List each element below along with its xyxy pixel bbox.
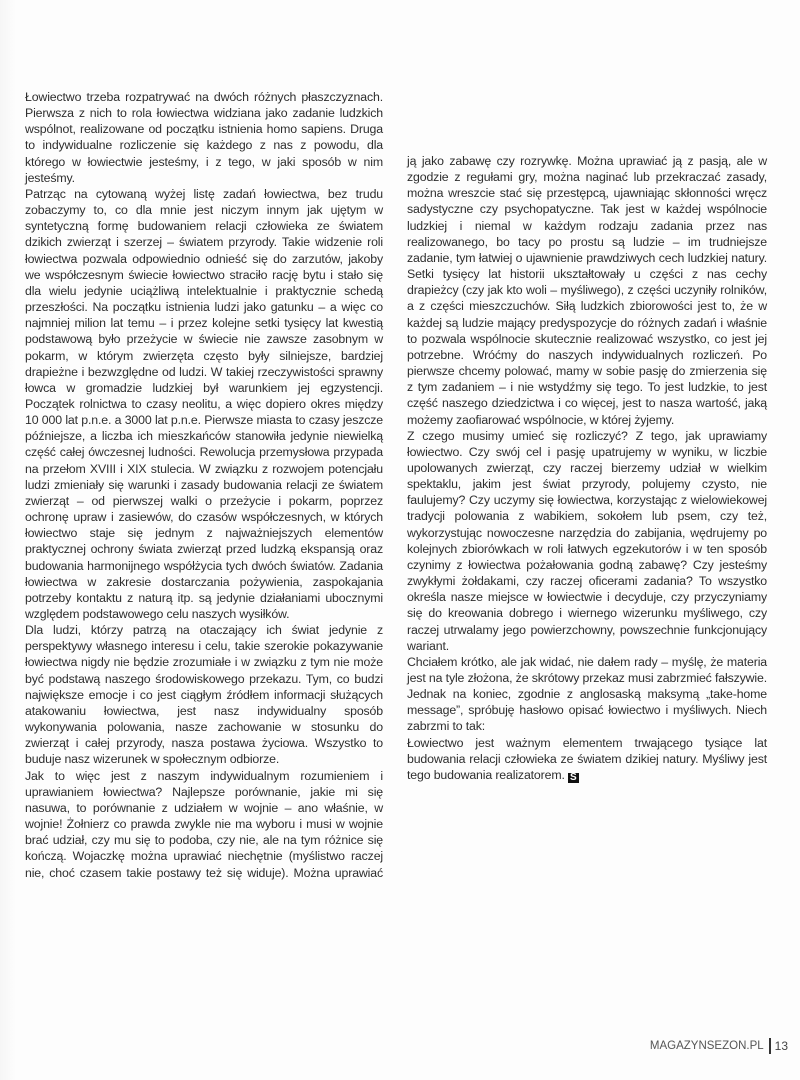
footer-website: MAGAZYNSEZON.PL	[649, 1040, 764, 1052]
article-paragraph: Patrząc na cytowaną wyżej listę zadań łowiectwa, bez trudu zobaczymy to, co dla mnie jest niczym innym jak ujętym w syntetyczną formę budowaniem relacji człowieka ze światem dzikich zwierząt i szerzej – światem przyrody. Takie widzenie roli łowiectwa pozwala odpowiednio odnieść się do zarzutów, jakoby we współczesnym świecie łowiectwo straciło rację bytu i stało się dla wielu jedynie uciążliwą intelektualnie i praktycznie schedą przeszłości. Na początku istnienia ludzi jako gatunku – a więc co najmniej milion lat temu – i przez kolejne setki tysięcy lat kwestią podstawową było przeżycie w świecie nie zawsze zasobnym w pokarm, w którym zwierzęta często były silniejsze, bardziej drapieżne i bezwzględne od ludzi. W takiej rzeczywistości sprawny łowca w gromadzie ludzkiej był warunkiem jej egzystencji. Początek rolnictwa to czasy neolitu, a więc dopiero okres między 10 000 lat p.n.e. a 3000 lat p.n.e. Pierwsze miasta to czasy jeszcze późniejsze, a liczba ich mieszkańców stanowiła jedynie niewielką część całej ówczesnej ludności. Rewolucja przemysłowa przypada na przełom XVIII i XIX stulecia. W związku z rozwojem potencjału ludzi zmieniały się warunki i zasady budowania relacji ze światem zwierząt – od pierwszej walki o przeżycie i pokarm, poprzez ochronę upraw i zasiewów, do czasów współczesnych, w których łowiectwo staje się jednym z najważniejszych elementów praktycznej ochrony świata zwierząt przed ludzką ekspansją oraz budowania harmonijnego współżycia tych dwóch światów. Zadania łowiectwa w zakresie dostarczania pożywienia, zaspokajania potrzeby kontaktu z naturą itp. są jedynie działaniami ubocznymi względem podstawowego celu naszych wysiłków.	[25, 186, 383, 621]
page-number: 13	[774, 1039, 788, 1053]
closing-text: Łowiectwo jest ważnym elementem trwającego tysiące lat budowania relacji człowieka ze światem dzikiej natury. Myśliwy jest tego budowania realizatorem.	[407, 735, 767, 782]
sezon-end-mark-icon: S	[568, 773, 579, 783]
footer-divider	[769, 1038, 771, 1054]
article-paragraph: Łowiectwo trzeba rozpatrywać na dwóch różnych płaszczyznach. Pierwsza z nich to rola łowiectwa widziana jako zadanie ludzkich wspólnot, realizowane od początku istnienia homo sapiens. Druga to indywidualne rozliczenie się każdego z nas z powodu, dla którego w łowiectwie jesteśmy, i z tego, w jaki sposób w nim jesteśmy.	[25, 90, 383, 185]
article-column-left	[25, 89, 383, 881]
article-paragraph: Z czego musimy umieć się rozliczyć? Z tego, jak uprawiamy łowiectwo. Czy swój cel i pasję upatrujemy w wyniku, w liczbie upolowanych zwierząt, czy raczej bierzemy udział w wielkim spektaklu, jakim jest świat przyrody, polujemy czysto, nie faulujemy? Czy uczymy się łowiectwa, korzystając z wielowiekowej tradycji polowania z wabikiem, sokołem lub psem, czy też, wykorzystując nowoczesne narzędzia do zabijania, wędrujemy po kolejnych zbiorówkach w roli łatwych egzekutorów i w ten sposób czynimy z łowiectwa pożałowania godną zabawę? Czy jesteśmy zwykłymi żołdakami, czy raczej oficerami zadania? To wszystko określa nasze miejsce w łowiectwie i decyduje, czy przyczyniamy się do kreowania dobrego i wiernego wizerunku myśliwego, czy raczej utrwalamy jego powierzchowny, powszechnie funkcjonujący wariant.	[407, 428, 767, 653]
article-paragraph: Jak to więc jest z naszym indywidualnym rozumieniem i uprawianiem łowiectwa? Najlepsze porównanie, jakie mi się nasuwa, to porównanie z udziałem w wojnie – ano właśnie, w wojnie! Żołnierz co prawda zwykle nie ma wyboru i musi w wojnie brać udział, czy mu się to podoba, czy nie, ale na tym różnice się kończą. Wojaczkę można uprawiać niechętnie (myślistwo raczej nie, choć czasem takie postawy też się widuje). Można uprawiać	[25, 768, 383, 880]
page-footer	[650, 1038, 788, 1054]
article-paragraph: Chciałem krótko, ale jak widać, nie dałem rady – myślę, że materia jest na tyle złożona, że skrótowy przekaz musi zabrzmieć fałszywie. Jednak na koniec, zgodnie z anglosaską maksymą „take-home message”, spróbuję hasłowo opisać łowiectwo i myśliwych. Niech zabrzmi to tak:	[407, 654, 767, 734]
article-paragraph: ją jako zabawę czy rozrywkę. Można uprawiać ją z pasją, ale w zgodzie z regułami gry, można naginać lub przekraczać zasady, można wreszcie stać się przestępcą, ujawniając skłonności wręcz sadystyczne czy psychopatyczne. Tak jest w każdej wspólnocie ludzkiej i niemal w każdym rodzaju zadania przez nas realizowanego, bo tacy po prostu są ludzie – im trudniejsze zadanie, tym łatwiej o ujawnienie prawdziwych cech ludzkiej natury. Setki tysięcy lat historii ukształtowały u części z nas cechy drapieżcy (czy jak kto woli – myśliwego), z części uczyniły rolników, a z części mieszczuchów. Siłą ludzkich zbiorowości jest to, że w każdej są ludzie mający predyspozycje do różnych zadań i właśnie to pozwala wspólnocie skutecznie realizować wszystko, co jest jej potrzebne. Wróćmy do naszych indywidualnych rozliczeń. Po pierwsze chcemy polować, mamy w sobie pasję do zmierzenia się z tym zadaniem – i nie wstydźmy się tego. To jest ludzkie, to jest część naszego dziedzictwa i co więcej, jest to nasza wartość, jaką możemy zaofiarować wspólnocie, w której żyjemy.	[407, 154, 767, 427]
article-column-right	[407, 153, 767, 783]
article-closing-paragraph	[407, 735, 767, 783]
article-paragraph: Dla ludzi, którzy patrzą na otaczający ich świat jedynie z perspektywy własnego interesu i celu, takie szerokie pokazywanie łowiectwa nigdy nie będzie zrozumiałe i w związku z tym nie może być podstawą naszego środowiskowego przekazu. Tym, co budzi największe emocje i co jest ciągłym źródłem informacji służących atakowaniu łowiectwa, jest nasz indywidualny sposób wykonywania polowania, nasze zachowanie w stosunku do zwierząt i całej przyrody, nasza postawa życiowa. Wszystko to buduje nasz wizerunek w społecznym odbiorze.	[25, 623, 383, 767]
